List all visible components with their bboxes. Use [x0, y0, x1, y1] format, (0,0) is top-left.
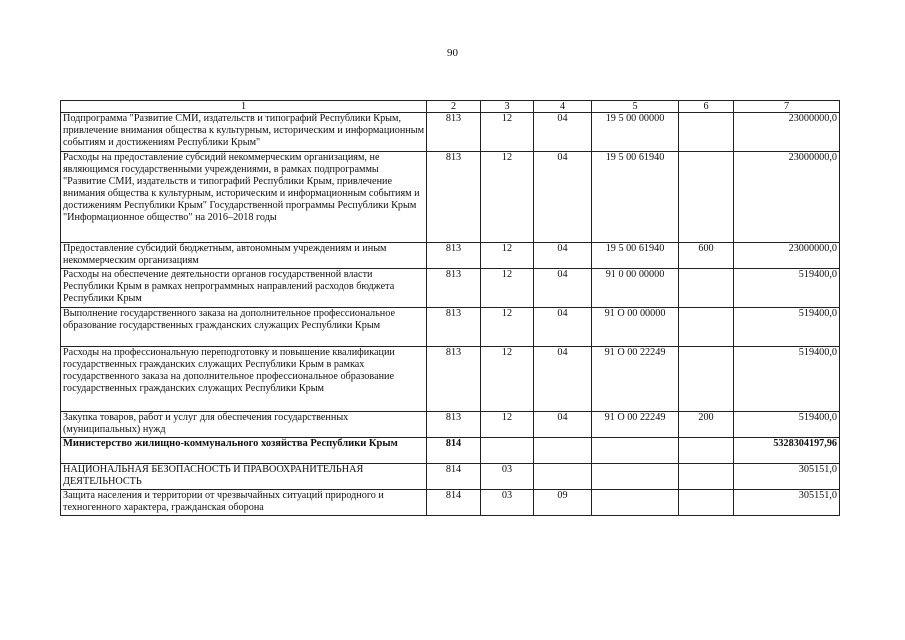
- cell-expense-type: [679, 438, 734, 464]
- header-col-4: 4: [534, 101, 592, 113]
- cell-section-code: 12: [481, 113, 534, 152]
- cell-expense-type: [679, 347, 734, 412]
- cell-ministry-code: 813: [427, 308, 481, 347]
- header-col-3: 3: [481, 101, 534, 113]
- cell-section-code: 12: [481, 152, 534, 243]
- cell-section-code: 12: [481, 308, 534, 347]
- cell-section-code: 12: [481, 269, 534, 308]
- cell-ministry-code: 813: [427, 243, 481, 269]
- table-row: [61, 347, 840, 412]
- header-col-7: 7: [734, 101, 840, 113]
- cell-expense-type: [679, 152, 734, 243]
- cell-section-code: 03: [481, 490, 534, 516]
- cell-ministry-code: 813: [427, 269, 481, 308]
- cell-target-article: 91 О 00 00000: [592, 308, 679, 347]
- cell-expense-type: [679, 113, 734, 152]
- header-col-5: 5: [592, 101, 679, 113]
- cell-target-article: 19 5 00 00000: [592, 113, 679, 152]
- cell-name: Расходы на профессиональную переподготовку и повышение квалификации государственных гражданских служащих Республики Крым в рамках государственного заказа на дополнительное профессиональное образование государственных гражданских служащих Республики Крым: [61, 347, 427, 412]
- budget-table: [60, 100, 840, 516]
- table-body: [61, 113, 840, 516]
- cell-amount: 519400,0: [734, 308, 840, 347]
- table-row: [61, 243, 840, 269]
- cell-subsection-code: 09: [534, 490, 592, 516]
- cell-subsection-code: 04: [534, 113, 592, 152]
- cell-section-code: [481, 438, 534, 464]
- cell-subsection-code: 04: [534, 269, 592, 308]
- cell-section-code: 12: [481, 347, 534, 412]
- cell-subsection-code: 04: [534, 152, 592, 243]
- cell-name: Подпрограмма "Развитие СМИ, издательств и типографий Республики Крым, привлечение внимания общества к культурным, историческим и информационным событиям и достижениям Республики Крым": [61, 113, 427, 152]
- cell-amount: 5328304197,96: [734, 438, 840, 464]
- cell-amount: 519400,0: [734, 412, 840, 438]
- cell-ministry-code: 813: [427, 347, 481, 412]
- cell-name: Расходы на предоставление субсидий некоммерческим организациям, не являющимся государственными учреждениями, в рамках подпрограммы "Развитие СМИ, издательств и типографий Республики Крым, привлечение внимания общества к культурным, историческим и информационным событиям и достижениям Республики Крым" Государственной программы Республики Крым "Информационное общество" на 2016–2018 годы: [61, 152, 427, 243]
- cell-name: Предоставление субсидий бюджетным, автономным учреждениям и иным некоммерческим организациям: [61, 243, 427, 269]
- table-row: [61, 464, 840, 490]
- cell-target-article: 19 5 00 61940: [592, 152, 679, 243]
- cell-target-article: 91 0 00 00000: [592, 269, 679, 308]
- cell-name: Закупка товаров, работ и услуг для обеспечения государственных (муниципальных) нужд: [61, 412, 427, 438]
- cell-target-article: 19 5 00 61940: [592, 243, 679, 269]
- cell-subsection-code: [534, 464, 592, 490]
- cell-expense-type: [679, 269, 734, 308]
- cell-expense-type: [679, 490, 734, 516]
- header-col-1: 1: [61, 101, 427, 113]
- cell-target-article: 91 О 00 22249: [592, 347, 679, 412]
- cell-ministry-code: 813: [427, 152, 481, 243]
- cell-subsection-code: [534, 438, 592, 464]
- header-row: [61, 101, 840, 113]
- cell-section-code: 03: [481, 464, 534, 490]
- table-row: [61, 490, 840, 516]
- cell-amount: 305151,0: [734, 464, 840, 490]
- cell-target-article: [592, 438, 679, 464]
- cell-section-code: 12: [481, 412, 534, 438]
- cell-ministry-code: 814: [427, 438, 481, 464]
- cell-name: Защита населения и территории от чрезвычайных ситуаций природного и техногенного характера, гражданская оборона: [61, 490, 427, 516]
- table-row: [61, 113, 840, 152]
- cell-expense-type: 600: [679, 243, 734, 269]
- cell-amount: 519400,0: [734, 347, 840, 412]
- cell-subsection-code: 04: [534, 412, 592, 438]
- cell-target-article: [592, 490, 679, 516]
- cell-expense-type: [679, 308, 734, 347]
- header-col-2: 2: [427, 101, 481, 113]
- table-header: [61, 101, 840, 113]
- table-row: [61, 269, 840, 308]
- cell-expense-type: 200: [679, 412, 734, 438]
- cell-name: Министерство жилищно-коммунального хозяйства Республики Крым: [61, 438, 427, 464]
- cell-amount: 305151,0: [734, 490, 840, 516]
- cell-name: НАЦИОНАЛЬНАЯ БЕЗОПАСНОСТЬ И ПРАВООХРАНИТЕЛЬНАЯ ДЕЯТЕЛЬНОСТЬ: [61, 464, 427, 490]
- cell-amount: 23000000,0: [734, 152, 840, 243]
- table-row: [61, 412, 840, 438]
- cell-target-article: 91 О 00 22249: [592, 412, 679, 438]
- cell-amount: 519400,0: [734, 269, 840, 308]
- cell-amount: 23000000,0: [734, 113, 840, 152]
- header-col-6: 6: [679, 101, 734, 113]
- cell-subsection-code: 04: [534, 347, 592, 412]
- cell-name: Расходы на обеспечение деятельности органов государственной власти Республики Крым в рамках непрограммных направлений расходов бюджета Республики Крым: [61, 269, 427, 308]
- cell-expense-type: [679, 464, 734, 490]
- cell-section-code: 12: [481, 243, 534, 269]
- table-row: [61, 308, 840, 347]
- cell-ministry-code: 814: [427, 464, 481, 490]
- cell-ministry-code: 813: [427, 412, 481, 438]
- table-row: [61, 438, 840, 464]
- cell-ministry-code: 814: [427, 490, 481, 516]
- page-number: 90: [447, 47, 458, 59]
- cell-subsection-code: 04: [534, 243, 592, 269]
- cell-ministry-code: 813: [427, 113, 481, 152]
- cell-subsection-code: 04: [534, 308, 592, 347]
- cell-target-article: [592, 464, 679, 490]
- table-row: [61, 152, 840, 243]
- cell-name: Выполнение государственного заказа на дополнительное профессиональное образование государственных гражданских служащих Республики Крым: [61, 308, 427, 347]
- cell-amount: 23000000,0: [734, 243, 840, 269]
